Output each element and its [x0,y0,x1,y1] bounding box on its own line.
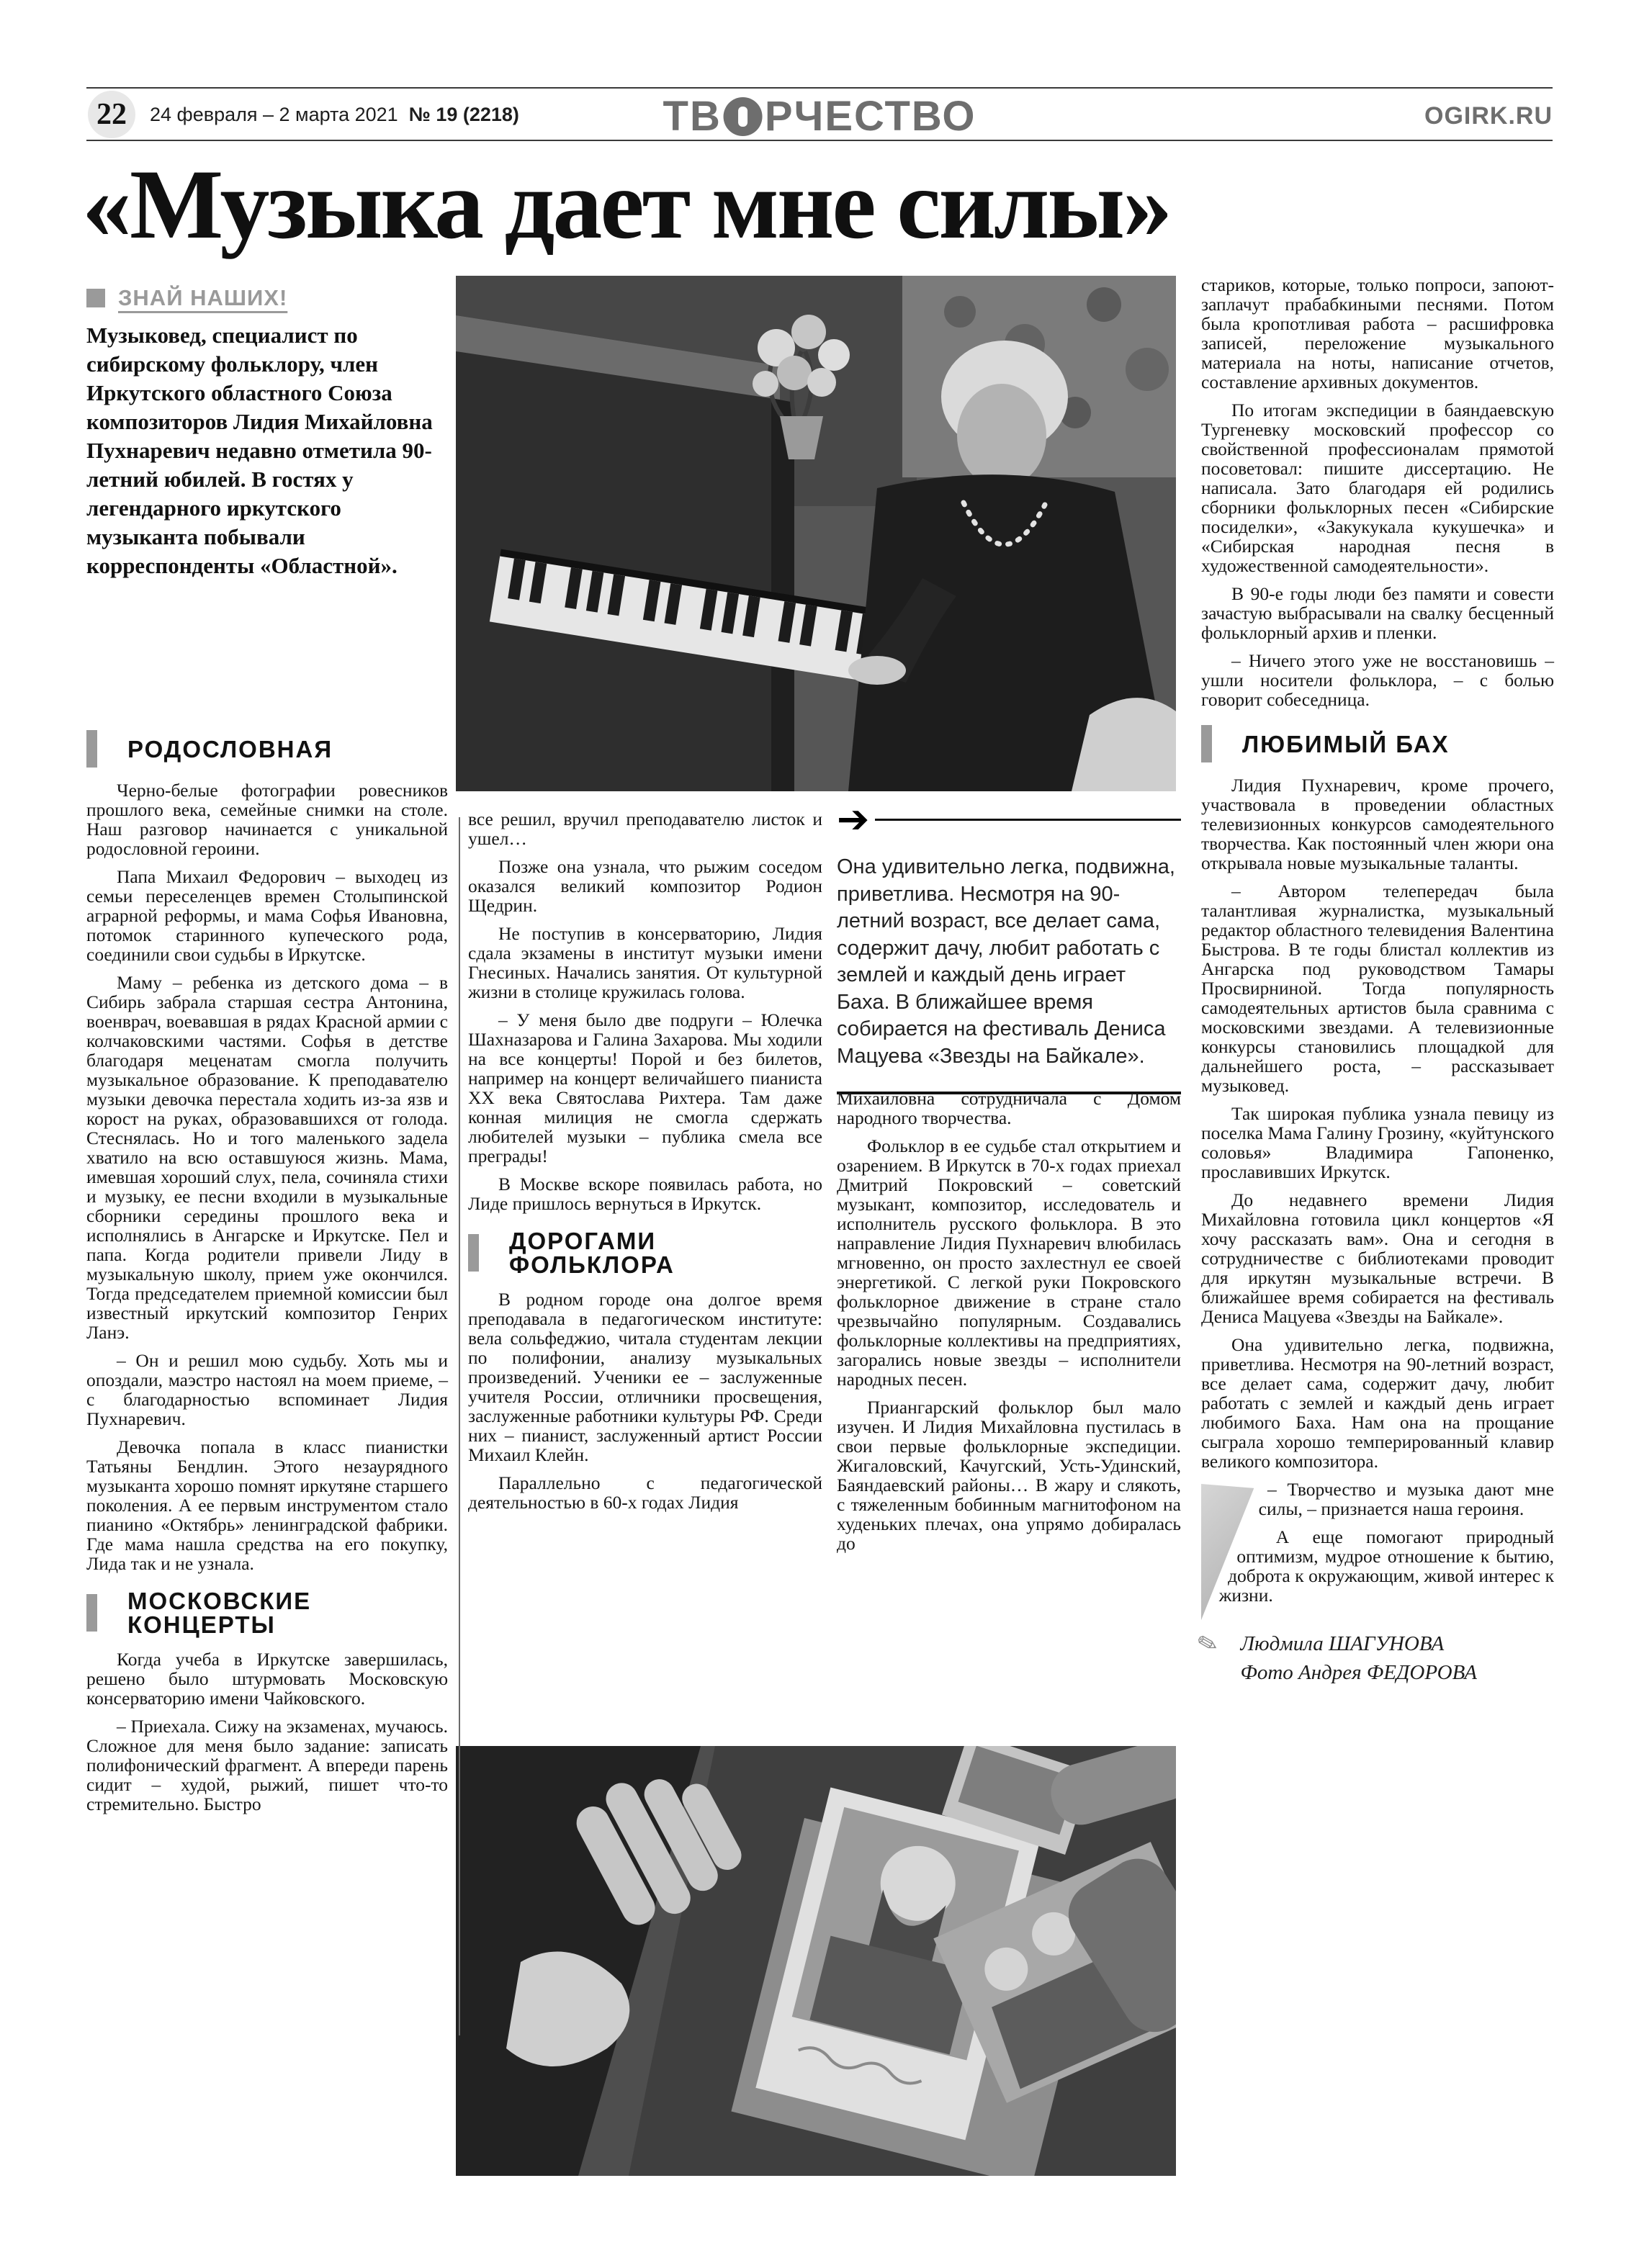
page-number: 22 [96,98,127,131]
lead-paragraph: Музыковед, специалист по сибирскому фольклору, член Иркутского областного Союза композиторов Лидия Михайловна Пухнаревич недавно отметила 90-летний юбилей. В гостях у легендарного иркутского музыканта побывали корреспонденты «Областной». [86,323,433,578]
logo-text-pre: ТВ [663,93,722,140]
body-paragraph: В Москве вскоре появилась работа, но Лиде пришлось вернуться в Иркутск. [468,1174,822,1214]
body-paragraph: Фольклор в ее судьбе стал открытием и озарением. В Иркутск в 70-х годах приехал Дмитрий Покровский – советский музыкант, композитор, исследователь и исполнитель русского фольклора. В это направление Лидия Пухнаревич влюбилась мгновенно, он просто захлестнул ее своей энергетикой. С легкой руки Покровского фольклорное движение в стране стало чрезвычайно популярным. Создавались фольклорные коллективы на предприятиях, загорались новые звезды – исполнители народных песен. [837,1135,1181,1390]
photo-old-photographs-graphic [456,1746,1176,2176]
section-heading [86,1589,448,1637]
body-paragraph: Когда учеба в Иркутске завершилась, решено было штурмовать Московскую консерваторию имени Чайковского. [86,1649,448,1709]
pull-quote-text: Она удивительно легка, подвижна, приветлива. Несмотря на 90-летний возраст, все делает сама, содержит дачу, любит работать с землей и каждый день играет Баха. В ближайшее время собирается на фестиваль Дениса Мацуева «Звезды на Байкале». [837,855,1175,1068]
pull-quote-header [837,796,1181,842]
body-paragraph: Девочка попала в класс пианистки Татьяны Бендлин. Этого незаурядного музыканта хорошо помнят иркутяне старшего поколения. А ее первым инструментом стало пианино «Октябрь» ленинградской фабрики. Где мама нашла средства на его покупку, Лида так и не узнала. [86,1436,448,1574]
body-paragraph: По итогам экспедиции в баяндаевскую Тургеневку московский профессор со свойственной профессионалам прямотой посоветовал: пишите диссертацию. Не написала. Зато благодаря ей родились сборники фольклорных песен «Сибирские посиделки», «Закукукала кукушечка» и «Сибирская народная песня в художественной самодеятельности». [1201,400,1554,576]
body-paragraph: – Приехала. Сижу на экзаменах, мучаюсь. Сложное для меня было задание: записать полифонический фрагмент. А впереди парень сидит – худой, рыжий, пишет что-то стремительно. Быстро [86,1716,448,1814]
date-text: 24 февраля – 2 марта 2021 [150,104,398,125]
section-heading-label: ЛЮБИМЫЙ БАХ [1242,730,1450,757]
body-paragraph: все решил, вручил преподавателю листок и ушел… [468,809,822,849]
column-divider [459,817,460,2035]
body-paragraph: Лидия Пухнаревич, кроме прочего, участвовала в проведении областных телевизионных конкурсов самодеятельного творчества. Как постоянный член жюри она открывала новые музыкальные таланты. [1201,775,1554,873]
kicker-label: ЗНАЙ НАШИХ! [118,285,288,310]
pen-icon: ✎ [1194,1627,1222,1661]
body-paragraph: Маму – ребенка из детского дома – в Сибирь забрала старшая сестра Антонина, военврач, воевавшая в рядах Красной армии с колчаковскими частями. Софья в детстве благодаря меценатам смогла получить музыкальное образование. К преподавателю музыки девочка перестала ходить из-за язв и корост на руках, образовавшихся от голода. Стеснялась. Но и того маленького задела хватило на всю оставшуюся жизнь. Мама, имевшая хороший слух, пела, сочиняла стихи и музыку, ее песни входили в музыкальные сборники середины прошлого века и исполнялись в Ангарске и Иркутске. Пел и папа. Когда родители привели Лиду в музыкальную школу, прием уже окончился. Тогда председателем приемной комиссии был известный иркутский композитор Генрих Ланэ. [86,972,448,1343]
body-paragraph: – Автором телепередач была талантливая журналистка, музыкальный редактор областного телевидения Валентина Быстрова. В те годы блистал коллектив из Ангарска под руководством Тамары Просвирниной. Тогда популярность самодеятельных артистов была сравнима с московскими звездами. А телевизионные конкурсы становились площадкой для дальнейшего роста, – рассказывает музыковед. [1201,881,1554,1096]
body-paragraph: А еще помогают природный оптимизм, мудрое отношение к бытию, доброта к окружающим, живой интерес к жизни. [1218,1526,1554,1606]
body-paragraph: Она удивительно легка, подвижна, приветлива. Несмотря на 90-летний возраст, все делает сама, содержит дачу, любит работать с землей и каждый день играет любимого Баха. Нам она на прощание сыграла хорошо темперированный клавир великого композитора. [1201,1334,1554,1472]
top-rule [86,87,1553,89]
section-heading [468,1229,822,1277]
photo-hand-with-old-photographs [456,1746,1176,2176]
section-bar-icon [1201,725,1212,762]
section-heading [86,730,448,768]
pull-quote-top-line [875,819,1181,821]
body-paragraph: – У меня было две подруги – Юлечка Шахназарова и Галина Захарова. Мы ходили на все концерты! Порой и без билетов, например на концерт величайшего пианиста XX века Святослава Рихтера. Там даже конная милиция не смогла сдержать любителей музыки – публика смела все преграды! [468,1009,822,1166]
body-paragraph: До недавнего времени Лидия Михайловна готовила цикл концертов «Я хочу рассказать вам». Она и сегодня в сотрудничестве с библиотеками проводит для иркутян музыкальные встречи. В ближайшее время собирается на фестиваль Дениса Мацуева «Звезды на Байкале». [1201,1189,1554,1327]
photo-woman-at-piano-graphic [456,276,1176,791]
body-paragraph: – Он и решил мою судьбу. Хоть мы и опоздали, маэстро настоял на моем приеме, – с благодарностью вспоминает Лидия Пухнаревич. [86,1350,448,1429]
section-heading-label: РОДОСЛОВНАЯ [127,735,333,762]
body-paragraph: Папа Михаил Федорович – выходец из семьи переселенцев времен Столыпинской аграрной реформы, и мама Софья Ивановна, потомок старинного купеческого рода, соединили свои судьбы в Иркутске. [86,866,448,965]
body-paragraph: Так широкая публика узнала певицу из поселка Мама Галину Грозину, «куйтунского соловья» Владимира Гапоненко, прославивших Иркутск. [1201,1103,1554,1182]
body-paragraph: стариков, которые, только попроси, запоют-заплачут прабабкиными песнями. Потом была кропотливая работа – расшифровка записей, переложение музыкального материала на ноты, написание отчетов, составление архивных документов. [1201,274,1554,392]
page-number-badge [88,91,135,138]
section-bar-icon [468,1234,479,1272]
section-heading [1201,725,1554,762]
body-paragraph: Параллельно с педагогической деятельностью в 60-х годах Лидия [468,1472,822,1513]
section-heading-label: ДОРОГАМИ ФОЛЬКЛОРА [509,1228,675,1278]
byline-photo-credit: Фото Андрея ФЕДОРОВА [1240,1661,1477,1684]
arrow-icon: ➔ [837,796,870,842]
pull-quote [837,796,1181,1094]
column-2 [468,809,822,1521]
body-paragraph: В родном городе она долгое время преподавала в педагогическом институте: вела сольфеджио, читала студентам лекции по полифонии, анализу музыкальных произведений. Ученики ее – заслуженные учителя России, отличники просвещения, заслуженные работники культуры РФ. Среди них – пианист, заслуженный артист России Михаил Клейн. [468,1289,822,1465]
body-paragraph: Не поступив в консерваторию, Лидия сдала экзамены в институт музыки имени Гнесиных. Начались занятия. От культурной жизни в столице кружилась голова. [468,923,822,1002]
article-headline: «Музыка дает мне силы» [82,149,1171,259]
column-1 [86,729,448,1822]
dateline [150,104,519,126]
body-paragraph: – Творчество и музыка дают мне силы, – признается наша героиня. [1258,1479,1554,1519]
body-paragraph: Черно-белые фотографии ровесников прошлого века, семейные снимки на столе. Наш разговор начинается с уникальной родословной героини. [86,780,448,859]
section-bar-icon [86,1594,97,1632]
logo-o-circle-icon [724,97,763,136]
photo-woman-at-piano [456,276,1176,791]
column-3 [837,1089,1181,1562]
section-logo [663,92,976,140]
body-paragraph: Приангарский фольклор был мало изучен. И Лидия Михайловна пустилась в свои первые фольклорные экспедиции. Жигаловский, Качугский, Усть-Удинский, Баяндаевский районы… В жару и слякоть, с тяжеленным бобинным магнитофоном на худеньких плечах, она упрямо добиралась до [837,1397,1181,1554]
section-bar-icon [86,730,97,768]
body-paragraph: Михайловна сотрудничала с Домом народного творчества. [837,1088,1181,1128]
body-paragraph: – Ничего этого уже не восстановишь – ушли носители фольклора, – с болью говорит собеседница. [1201,650,1554,710]
section-heading-label: МОСКОВСКИЕ КОНЦЕРТЫ [127,1588,312,1638]
column-4 [1194,274,1554,1687]
site-url: OGIRK.RU [1424,102,1553,130]
body-paragraph: В 90-е годы люди без памяти и совести зачастую выбрасывали на свалку бесценный фольклорный архив и пленки. [1201,583,1554,643]
byline [1194,1627,1554,1687]
logo-text-post: РЧЕСТВО [764,93,976,140]
body-paragraph: Позже она узнала, что рыжим соседом оказался великий композитор Родион Щедрин. [468,856,822,916]
byline-author: Людмила ШАГУНОВА [1240,1632,1445,1655]
issue-number: № 19 (2218) [408,104,519,125]
kicker [86,285,287,311]
kicker-square-icon [86,289,105,307]
